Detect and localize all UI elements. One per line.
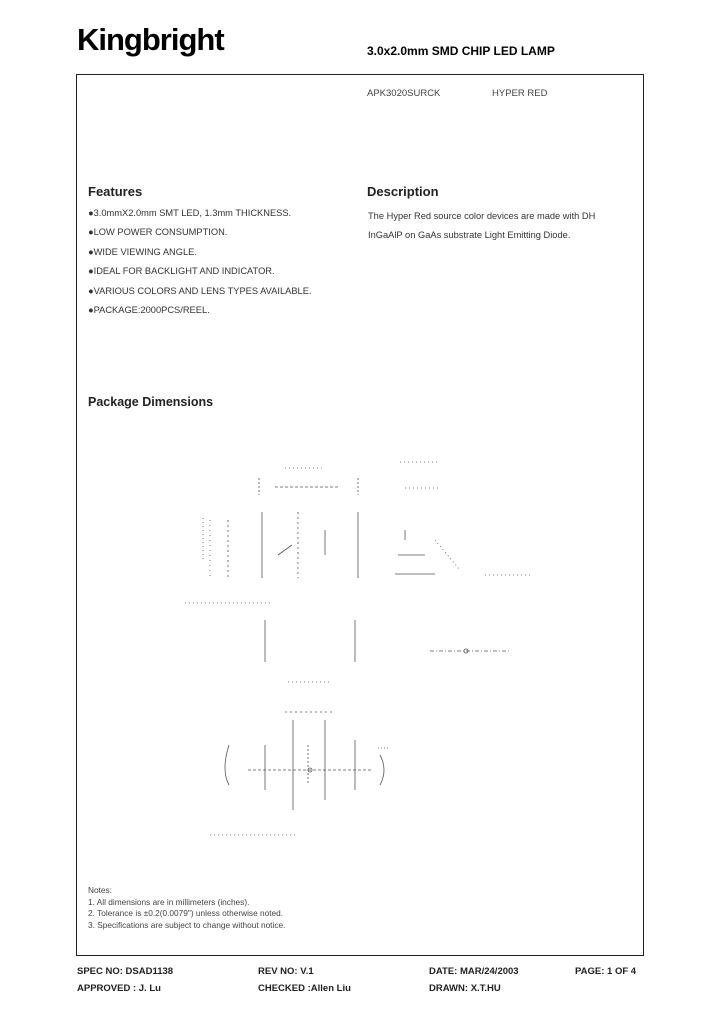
description-text: The Hyper Red source color devices are made with DH InGaAlP on GaAs substrate Light Emitting Diode. (368, 211, 596, 241)
part-number: APK3020SURCK (367, 88, 441, 99)
note-item: 2. Tolerance is ±0.2(0.0079") unless otherwise noted. (88, 908, 284, 918)
description-heading: Description (367, 184, 439, 199)
revision-number: REV NO: V.1 (258, 966, 314, 977)
checked-by: CHECKED :Allen Liu (258, 983, 351, 994)
notes-heading: Notes: (88, 885, 112, 895)
spec-number: SPEC NO: DSAD1138 (77, 966, 174, 977)
led-top-view (185, 468, 358, 603)
features-heading: Features (88, 184, 143, 199)
feature-item: ●LOW POWER CONSUMPTION. (88, 227, 228, 238)
feature-item: ●PACKAGE:2000PCS/REEL. (88, 304, 210, 315)
drawn-by: DRAWN: X.T.HU (429, 983, 501, 994)
note-item: 3. Specifications are subject to change without notice. (88, 919, 286, 930)
approved-by: APPROVED : J. Lu (77, 983, 161, 994)
document-date: DATE: MAR/24/2003 (429, 966, 519, 977)
notes (88, 885, 285, 931)
document-title: 3.0x2.0mm SMD CHIP LED LAMP (367, 44, 555, 58)
led-bottom-view (210, 682, 388, 835)
feature-item: ●WIDE VIEWING ANGLE. (88, 246, 197, 257)
feature-item: ●VARIOUS COLORS AND LENS TYPES AVAILABLE. (88, 285, 312, 296)
feature-item: ●IDEAL FOR BACKLIGHT AND INDICATOR. (88, 266, 275, 277)
part-color: HYPER RED (492, 88, 548, 99)
package-dimensions-heading: Package Dimensions (88, 395, 214, 409)
kingbright-logo: Kingbright (77, 22, 224, 57)
note-item: 1. All dimensions are in millimeters (inches). (88, 896, 250, 907)
led-side-view (395, 462, 530, 575)
feature-item: ●3.0mmX2.0mm SMT LED, 1.3mm THICKNESS. (88, 208, 292, 218)
page-number: PAGE: 1 OF 4 (575, 966, 637, 977)
led-end-view (265, 620, 510, 662)
